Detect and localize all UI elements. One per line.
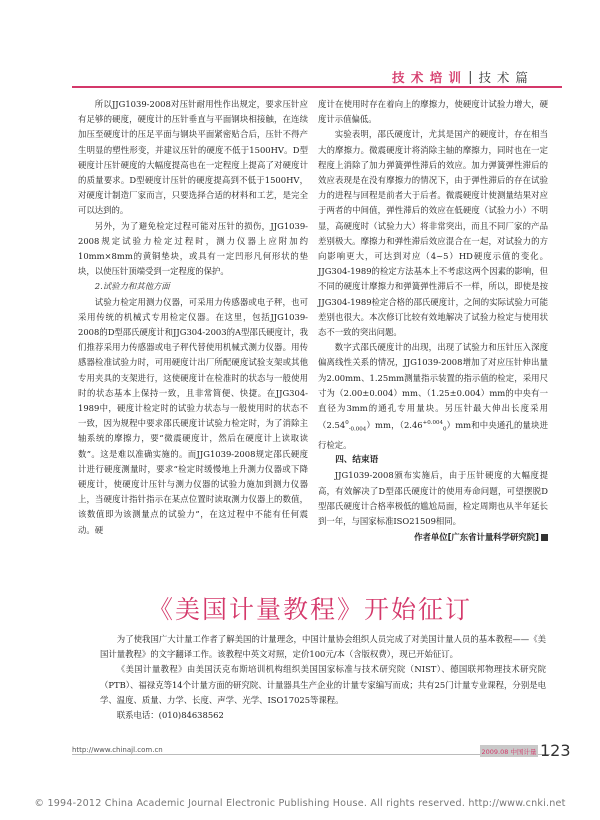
author-text: 作者单位[广东省计量科学研究院] — [414, 532, 539, 543]
column-keyword: 技 术 培 训 — [392, 70, 463, 85]
paragraph: 实验表明，邵氏硬度计，尤其是国产的硬度计，存在相当大的摩擦力。微震硬度计将消除主轴的摩擦力，同时也在一定程度上消除了加力弹簧弹性滞后的效应。加力弹簧弹性滞后的效应表现是在没有摩擦力的情况下，由于弹性滞后的存在试验力的进程与回程是前者大于后者。微震硬度计使测量结果对应于两者的中间值，弹性滞后的效应在低硬度（试验力小）不明显，高硬度时（试验力大）将非常突出，而且不同厂家的产品差别极大。摩擦力和弹性滞后效应混合在一起，对试验力的方向影响更大，可达到对应（4~5）HD硬度示值的变化。JJG304-1989的检定方法基本上不考虑这两个因素的影响，但不同的硬度计摩擦力和弹簧弹性滞后不一样，所以，即使是按JJG304-1989检定合格的邵氏硬度计，之间的实际试验力可能差别也很大。本次修订比较有效地解决了试验力检定与使用状态不一致的突出问题。 — [318, 129, 548, 338]
tolerance-lower: -0.004 — [348, 426, 367, 433]
tolerance-upper: +0.004 — [422, 420, 443, 427]
left-column — [78, 97, 308, 538]
paragraph: 《美国计量教程》由美国沃克布斯培训机构组织美国国家标准与技术研究院（NIST）、德国联邦物理技术研究院（PTB）、福禄克等14个计量方面的研究院、计量器具生产企业的计量专家编写而成；共有25门计量专业课程，分别是电学、温度、质量、力学、长度、声学、光学、ISO17025等课程。 — [100, 664, 546, 705]
subscription-notice — [100, 632, 546, 723]
footer-url[interactable]: http://www.chinajl.com.cn — [72, 746, 163, 754]
paragraph: 所以JJG1039-2008对压针耐用性作出规定，要求压针应有足够的硬度，硬度计的压针垂直与平面钢块相接触，在连续加压至硬度计的压足平面与钢块平面紧密贴合后，压针不得产生明显的塑性形变，并建议压针的硬度不低于1500HV。D型硬度计压针硬度的大幅度提高也在一定程度上提高了对硬度计的质量要求。D型硬度计压针的硬度提高到不低于1500HV，对硬度计制造厂家而言，只要选择合适的材料和工艺，是完全可以达到的。 — [78, 99, 308, 216]
paragraph: 另外，为了避免检定过程可能对压针的损伤，JJG1039-2008规定试验力检定过程时，测力仪器上应附加约10mm×8mm的黄铜垫块，或具有一定凹形凡何形状的垫块，以使压针顶端受到一定程度的保护。 — [78, 220, 308, 277]
header-rule — [72, 86, 562, 88]
right-column — [318, 97, 548, 545]
page-header — [392, 66, 562, 88]
paragraph — [318, 340, 548, 453]
paragraph: JJG1039-2008颁布实施后，由于压针硬度的大幅度提高，有效解决了D型邵氏硬度计的使用寿命问题，可望摆脱D型邵氏硬度计合格率极低的尴尬局面，检定周期也从半年延长到一年，与国家标准ISO21509相同。 — [318, 470, 548, 526]
copyright-line: © 1994-2012 China Academic Journal Electronic Publishing House. All rights reserved. http://www.cnki.net — [34, 798, 566, 809]
paragraph: 度计在使用时存在着向上的摩擦力，使硬度计试验力增大，硬度计示值偏低。 — [318, 99, 548, 125]
paragraph: 试验力检定用测力仪器，可采用力传感器或电子秤，也可采用传统的机械式专用检定仪器。在这里，包括JJG1039-2008的D型邵氏硬度计和JJG304-2003的A型邵氏硬度计，我们推荐采用力传感器或电子秤代替使用机械式测力仪器。用传感器检准试验力时，可用硬度计出厂所配硬度试验支架或其他专用夹具的支架进行，这使硬度计在检准时的状态与一般使用时的状态基本上保持一致，且非常简便、快捷。在JJG304-1989中，硬度计检定时的试验力状态与一般使用时的状态不一致，因为规程中要求邵氏硬度计试验力检定时，为了消除主轴系统的摩擦力，要“微震硬度计，然后在硬度计上读取读数”。这是难以准确实施的。而JJG1039-2008规定邵氏硬度计进行硬度测量时，要求“检定时缓慢地上升测力仪器或下降硬度计，使硬度计压针与测力仪器的试验力施加到测力仪器上，当硬度计指针指示在某点位置时读取测力仪器上的数值，该数值即为该测量点的试验力”，在这过程中不能有任何震动。硬 — [78, 296, 308, 535]
end-mark-icon — [541, 534, 548, 541]
header-separator: | — [468, 69, 473, 85]
tolerance-lower: 0 — [442, 426, 447, 433]
section-heading: 四、结束语 — [335, 455, 379, 466]
subheading: 2.试验力和其他方面 — [94, 281, 170, 292]
issue-badge: 2009.08 中国计量 — [480, 745, 538, 757]
page-number: 123 — [540, 741, 571, 760]
tolerance-upper: 0 — [345, 420, 349, 427]
column-name: 技 术 篇 — [478, 70, 529, 85]
author-affiliation — [318, 530, 548, 545]
text-run: ）mm和中央通孔的量块进行检定。 — [318, 420, 548, 450]
paragraph: 为了使我国广大计量工作者了解美国的计量理念，中国计量协会组织人员完成了对美国计量人员的基本教程——《美国计量教程》的文字翻译工作。该教程中英文对照，定价100元/本（含版权费），现已开始征订。 — [100, 634, 546, 660]
contact-phone: 联系电话：(010)84638562 — [116, 710, 224, 721]
footer-rule — [72, 754, 550, 755]
text-run: 数字式邵氏硬度计的出现，出现了试验力和压针压入深度偏离线性关系的情况，JJG1039-2008增加了对应压针伸出量为2.00mm、1.25mm测量指示装置的指示值的检定，采用尺寸为（2.00±0.004）mm、（1.25±0.004）mm的中央有一直径为3mm的通孔专用量块。另压针最大伸出长度采用（2.54 — [318, 342, 548, 431]
ad-title: 《美国计量教程》开始征订 — [147, 595, 472, 624]
text-run: ）mm，（2.46 — [366, 420, 423, 431]
